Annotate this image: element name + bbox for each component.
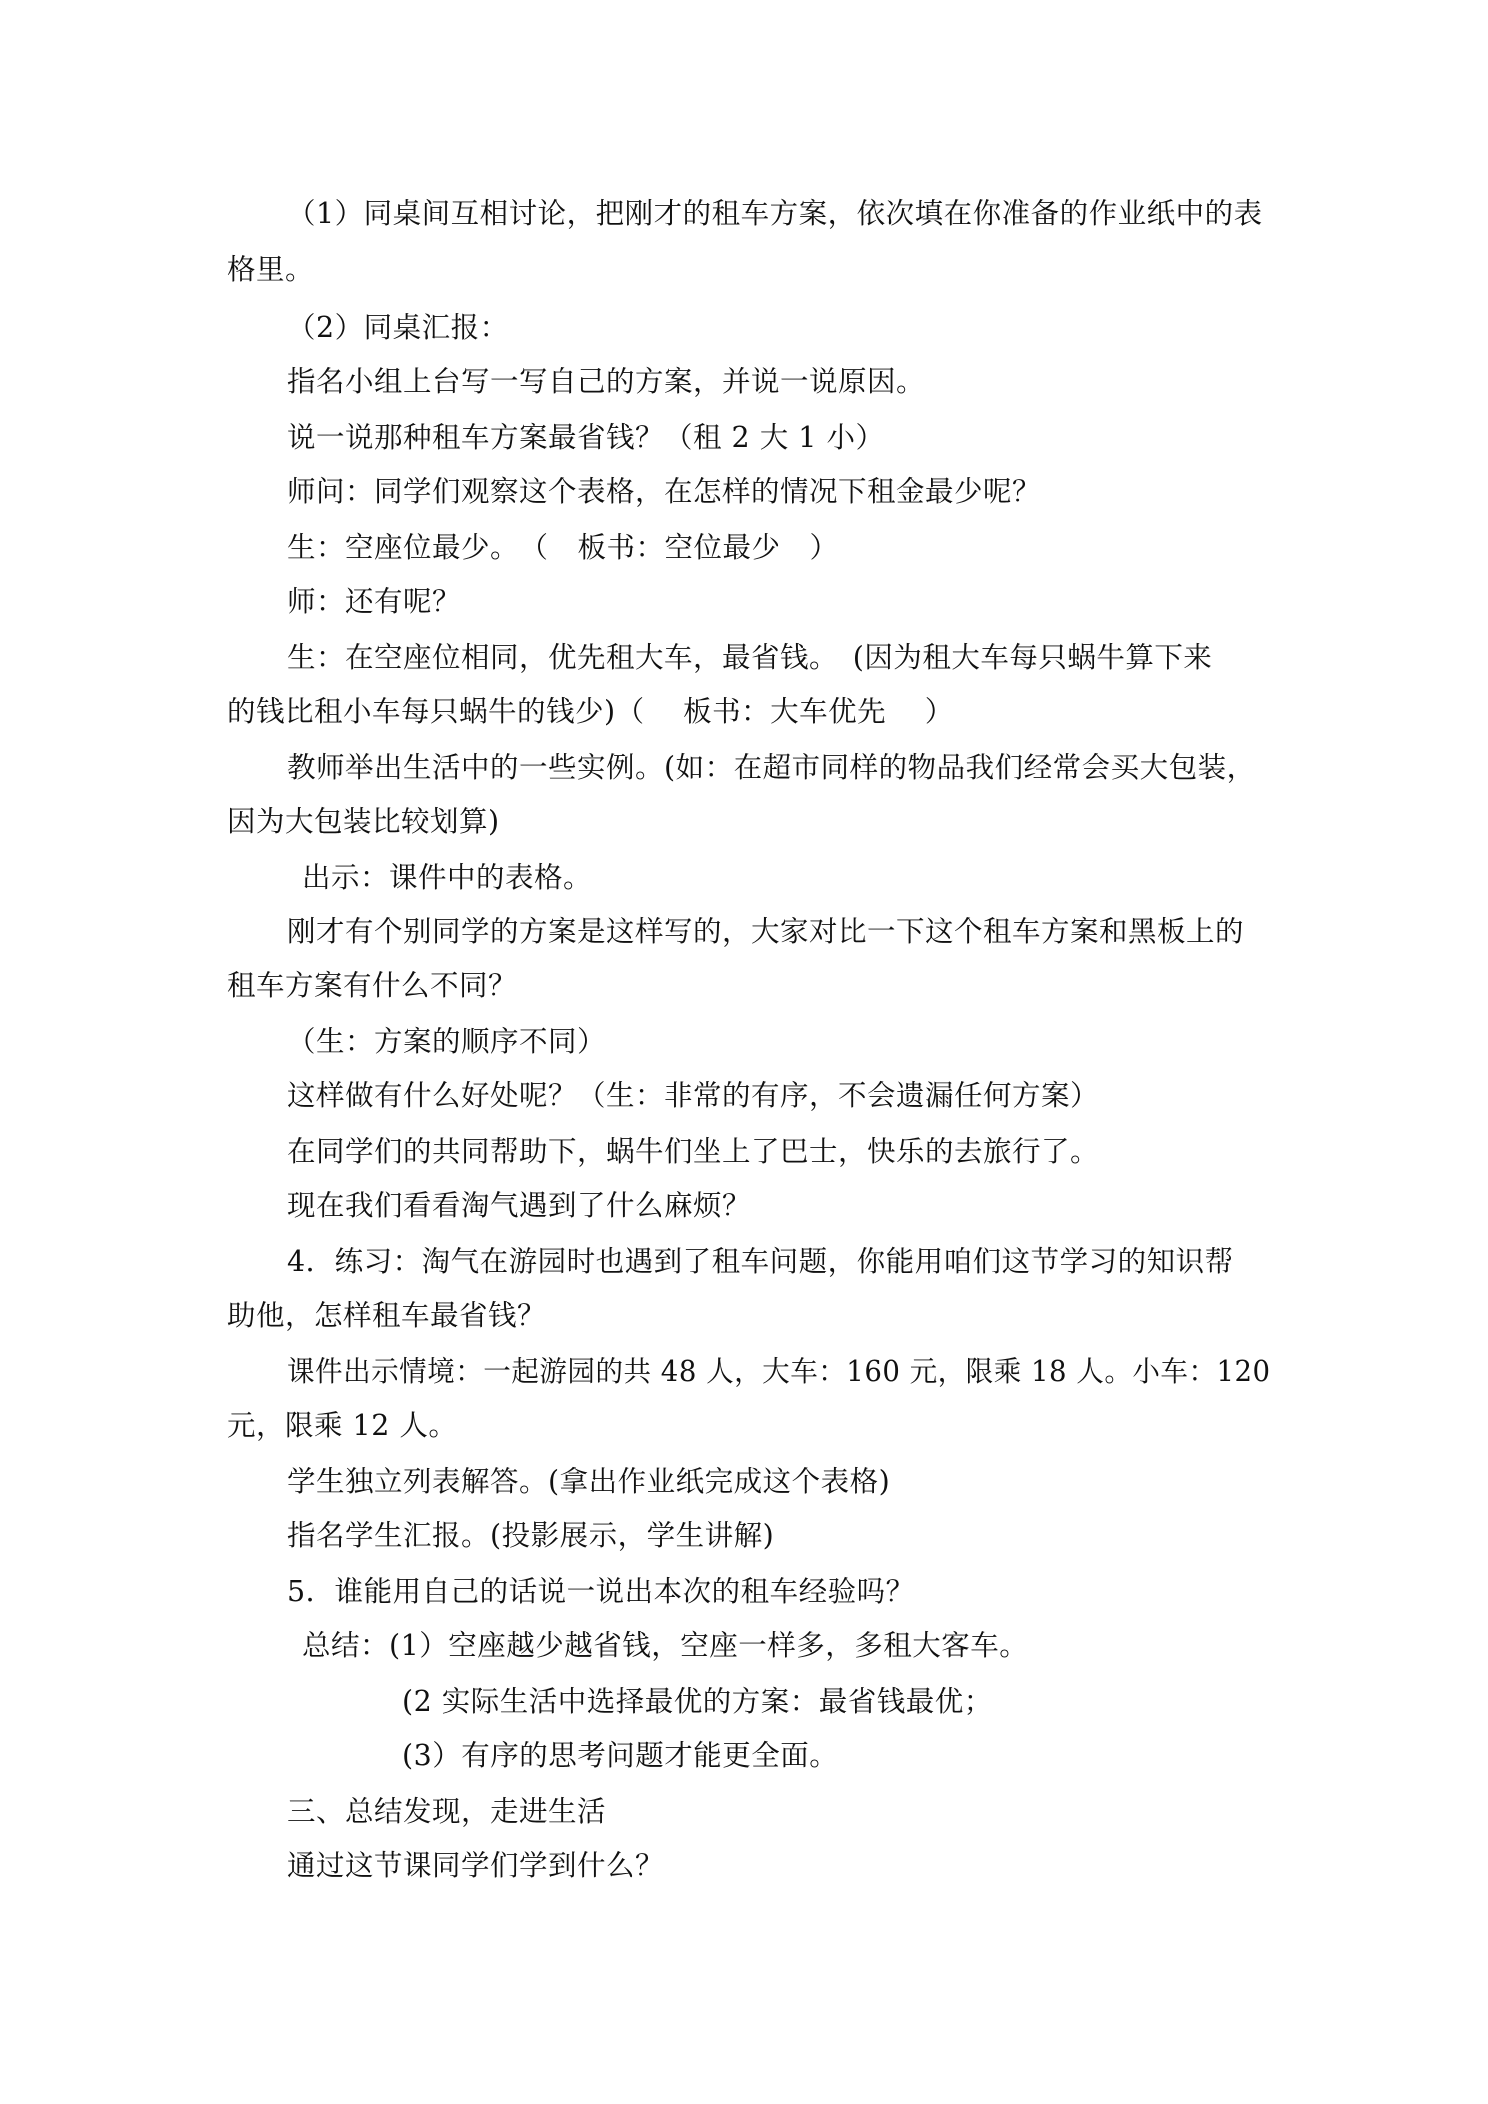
text-line: （生：方案的顺序不同） xyxy=(287,1025,607,1058)
text-line: 这样做有什么好处呢？（生：非常的有序，不会遗漏任何方案） xyxy=(287,1079,1100,1112)
text-line: (2 实际生活中选择最优的方案：最省钱最优； xyxy=(402,1685,993,1718)
text-line: 总结：(1）空座越少越省钱，空座一样多，多租大客车。 xyxy=(302,1629,1029,1662)
text-line: 元，限乘 12 人。 xyxy=(227,1409,458,1442)
text-line: 的钱比租小车每只蜗牛的钱少)（ 板书：大车优先 ） xyxy=(227,695,954,728)
text-line: 三、总结发现，走进生活 xyxy=(287,1795,607,1828)
text-line: 教师举出生活中的一些实例。(如：在超市同样的物品我们经常会买大包装， xyxy=(287,751,1256,784)
text-line: 因为大包装比较划算) xyxy=(227,805,500,838)
text-line: 通过这节课同学们学到什么？ xyxy=(287,1849,665,1882)
text-line: 现在我们看看淘气遇到了什么麻烦？ xyxy=(287,1189,752,1222)
text-line: 5．谁能用自己的话说一说出本次的租车经验吗？ xyxy=(287,1575,915,1608)
text-line: 学生独立列表解答。(拿出作业纸完成这个表格) xyxy=(287,1465,891,1498)
text-line: 出示：课件中的表格。 xyxy=(302,861,593,894)
text-line: 指名学生汇报。(投影展示，学生讲解) xyxy=(287,1519,775,1552)
text-line: 租车方案有什么不同？ xyxy=(227,969,518,1002)
text-line: 课件出示情境：一起游园的共 48 人，大车：160 元，限乘 18 人。小车：120 xyxy=(287,1355,1271,1388)
text-line: 师问：同学们观察这个表格，在怎样的情况下租金最少呢？ xyxy=(287,475,1042,508)
text-line: 说一说那种租车方案最省钱？（租 2 大 1 小） xyxy=(287,421,885,454)
text-line: 在同学们的共同帮助下，蜗牛们坐上了巴士，快乐的去旅行了。 xyxy=(287,1135,1100,1168)
text-line: （1）同桌间互相讨论，把刚才的租车方案，依次填在你准备的作业纸中的表 xyxy=(287,197,1263,230)
text-line: 生：空座位最少。 （ 板书：空位最少 ） xyxy=(287,531,839,564)
text-line: (3）有序的思考问题才能更全面。 xyxy=(402,1739,839,1772)
text-line: 师：还有呢？ xyxy=(287,585,462,618)
text-line: 生：在空座位相同，优先租大车，最省钱。 (因为租大车每只蜗牛算下来 xyxy=(287,641,1213,674)
text-line: 指名小组上台写一写自己的方案，并说一说原因。 xyxy=(287,365,926,398)
text-line: 4．练习：淘气在游园时也遇到了租车问题，你能用咱们这节学习的知识帮 xyxy=(287,1245,1234,1278)
text-line: 刚才有个别同学的方案是这样写的，大家对比一下这个租车方案和黑板上的 xyxy=(287,915,1245,948)
text-line: （2）同桌汇报： xyxy=(287,311,509,344)
text-line: 助他，怎样租车最省钱？ xyxy=(227,1299,547,1332)
text-line: 格里。 xyxy=(227,253,315,286)
